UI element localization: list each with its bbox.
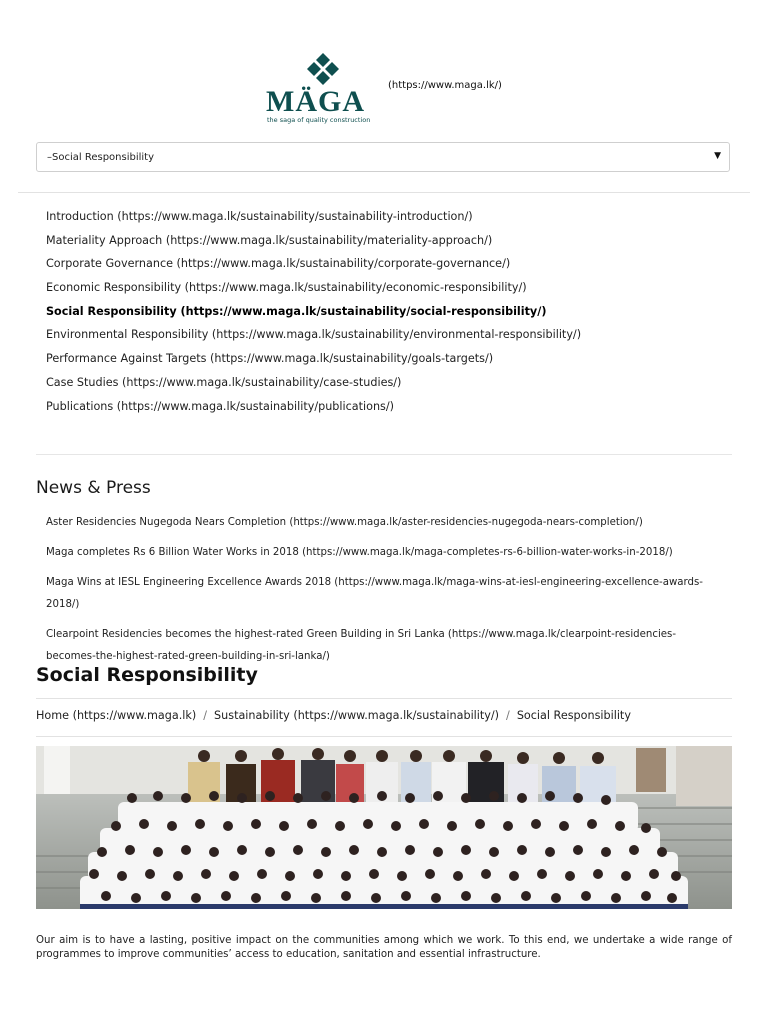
page-title: Social Responsibility — [36, 664, 258, 686]
subnav-item-publications[interactable]: Publications (https://www.maga.lk/sustainability/publications/) — [46, 399, 395, 413]
logo-tagline: the saga of quality construction — [267, 116, 371, 124]
subnav-item-social[interactable]: Social Responsibility (https://www.maga.lk/sustainability/social-responsibility/) — [46, 304, 547, 318]
news-section-title: News & Press — [36, 478, 151, 498]
divider — [36, 698, 732, 699]
news-item[interactable]: Maga Wins at IESL Engineering Excellence Awards 2018 (https://www.maga.lk/maga-wins-at-iesl-engineering-excellence-awards-2018/) — [46, 577, 703, 610]
divider — [18, 192, 750, 193]
section-dropdown[interactable] — [36, 142, 730, 172]
dropdown-selected: –Social Responsibility — [47, 152, 155, 163]
chevron-down-icon: ▼ — [714, 151, 721, 161]
subnav-item-case-studies[interactable]: Case Studies (https://www.maga.lk/sustainability/case-studies/) — [46, 375, 402, 389]
breadcrumb — [36, 709, 631, 722]
news-item[interactable]: Maga completes Rs 6 Billion Water Works in 2018 (https://www.maga.lk/maga-completes-rs-6-billion-water-works-in-2018/) — [46, 547, 673, 558]
subnav-item-introduction[interactable]: Introduction (https://www.maga.lk/sustainability/sustainability-introduction/) — [46, 210, 473, 223]
breadcrumb-sustainability[interactable]: Sustainability (https://www.maga.lk/sustainability/) — [214, 709, 500, 722]
divider — [36, 454, 732, 455]
news-item[interactable]: Clearpoint Residencies becomes the highest-rated Green Building in Sri Lanka (https://www.maga.lk/clearpoint-residencies-becomes-the-highest-rated-green-building-in-sri-lanka/) — [46, 629, 677, 662]
logo-url[interactable]: (https://www.maga.lk/) — [388, 80, 502, 91]
logo-brand: MÄGA — [266, 85, 365, 118]
subnav-item-economic[interactable]: Economic Responsibility (https://www.maga.lk/sustainability/economic-responsibility/) — [46, 281, 527, 295]
news-item[interactable]: Aster Residencies Nugegoda Nears Completion (https://www.maga.lk/aster-residencies-nugegoda-nears-completion/) — [46, 517, 643, 528]
breadcrumb-current: Social Responsibility — [516, 709, 631, 722]
breadcrumb-home[interactable]: Home (https://www.maga.lk) — [36, 709, 197, 722]
subnav-item-governance[interactable]: Corporate Governance (https://www.maga.lk/sustainability/corporate-governance/) — [46, 257, 511, 271]
students-group-photo — [36, 746, 732, 909]
intro-paragraph: Our aim is to have a lasting, positive impact on the communities among which we work. To this end, we undertake a wide range of programmes to improve communities’ access to education, sanitation and essential infrastructure. — [36, 935, 732, 960]
subnav-item-environmental[interactable]: Environmental Responsibility (https://www.maga.lk/sustainability/environmental-responsibility/) — [46, 328, 582, 342]
news-list — [46, 512, 722, 676]
subnav-item-performance[interactable]: Performance Against Targets (https://www.maga.lk/sustainability/goals-targets/) — [46, 352, 494, 366]
subnav-item-materiality[interactable]: Materiality Approach (https://www.maga.lk/sustainability/materiality-approach/) — [46, 233, 493, 247]
breadcrumb-separator: / — [203, 709, 208, 722]
sustainability-subnav — [46, 208, 581, 421]
divider — [36, 736, 732, 737]
group-photo-image — [36, 746, 732, 909]
breadcrumb-separator: / — [506, 709, 510, 722]
maga-logo[interactable] — [266, 52, 388, 126]
